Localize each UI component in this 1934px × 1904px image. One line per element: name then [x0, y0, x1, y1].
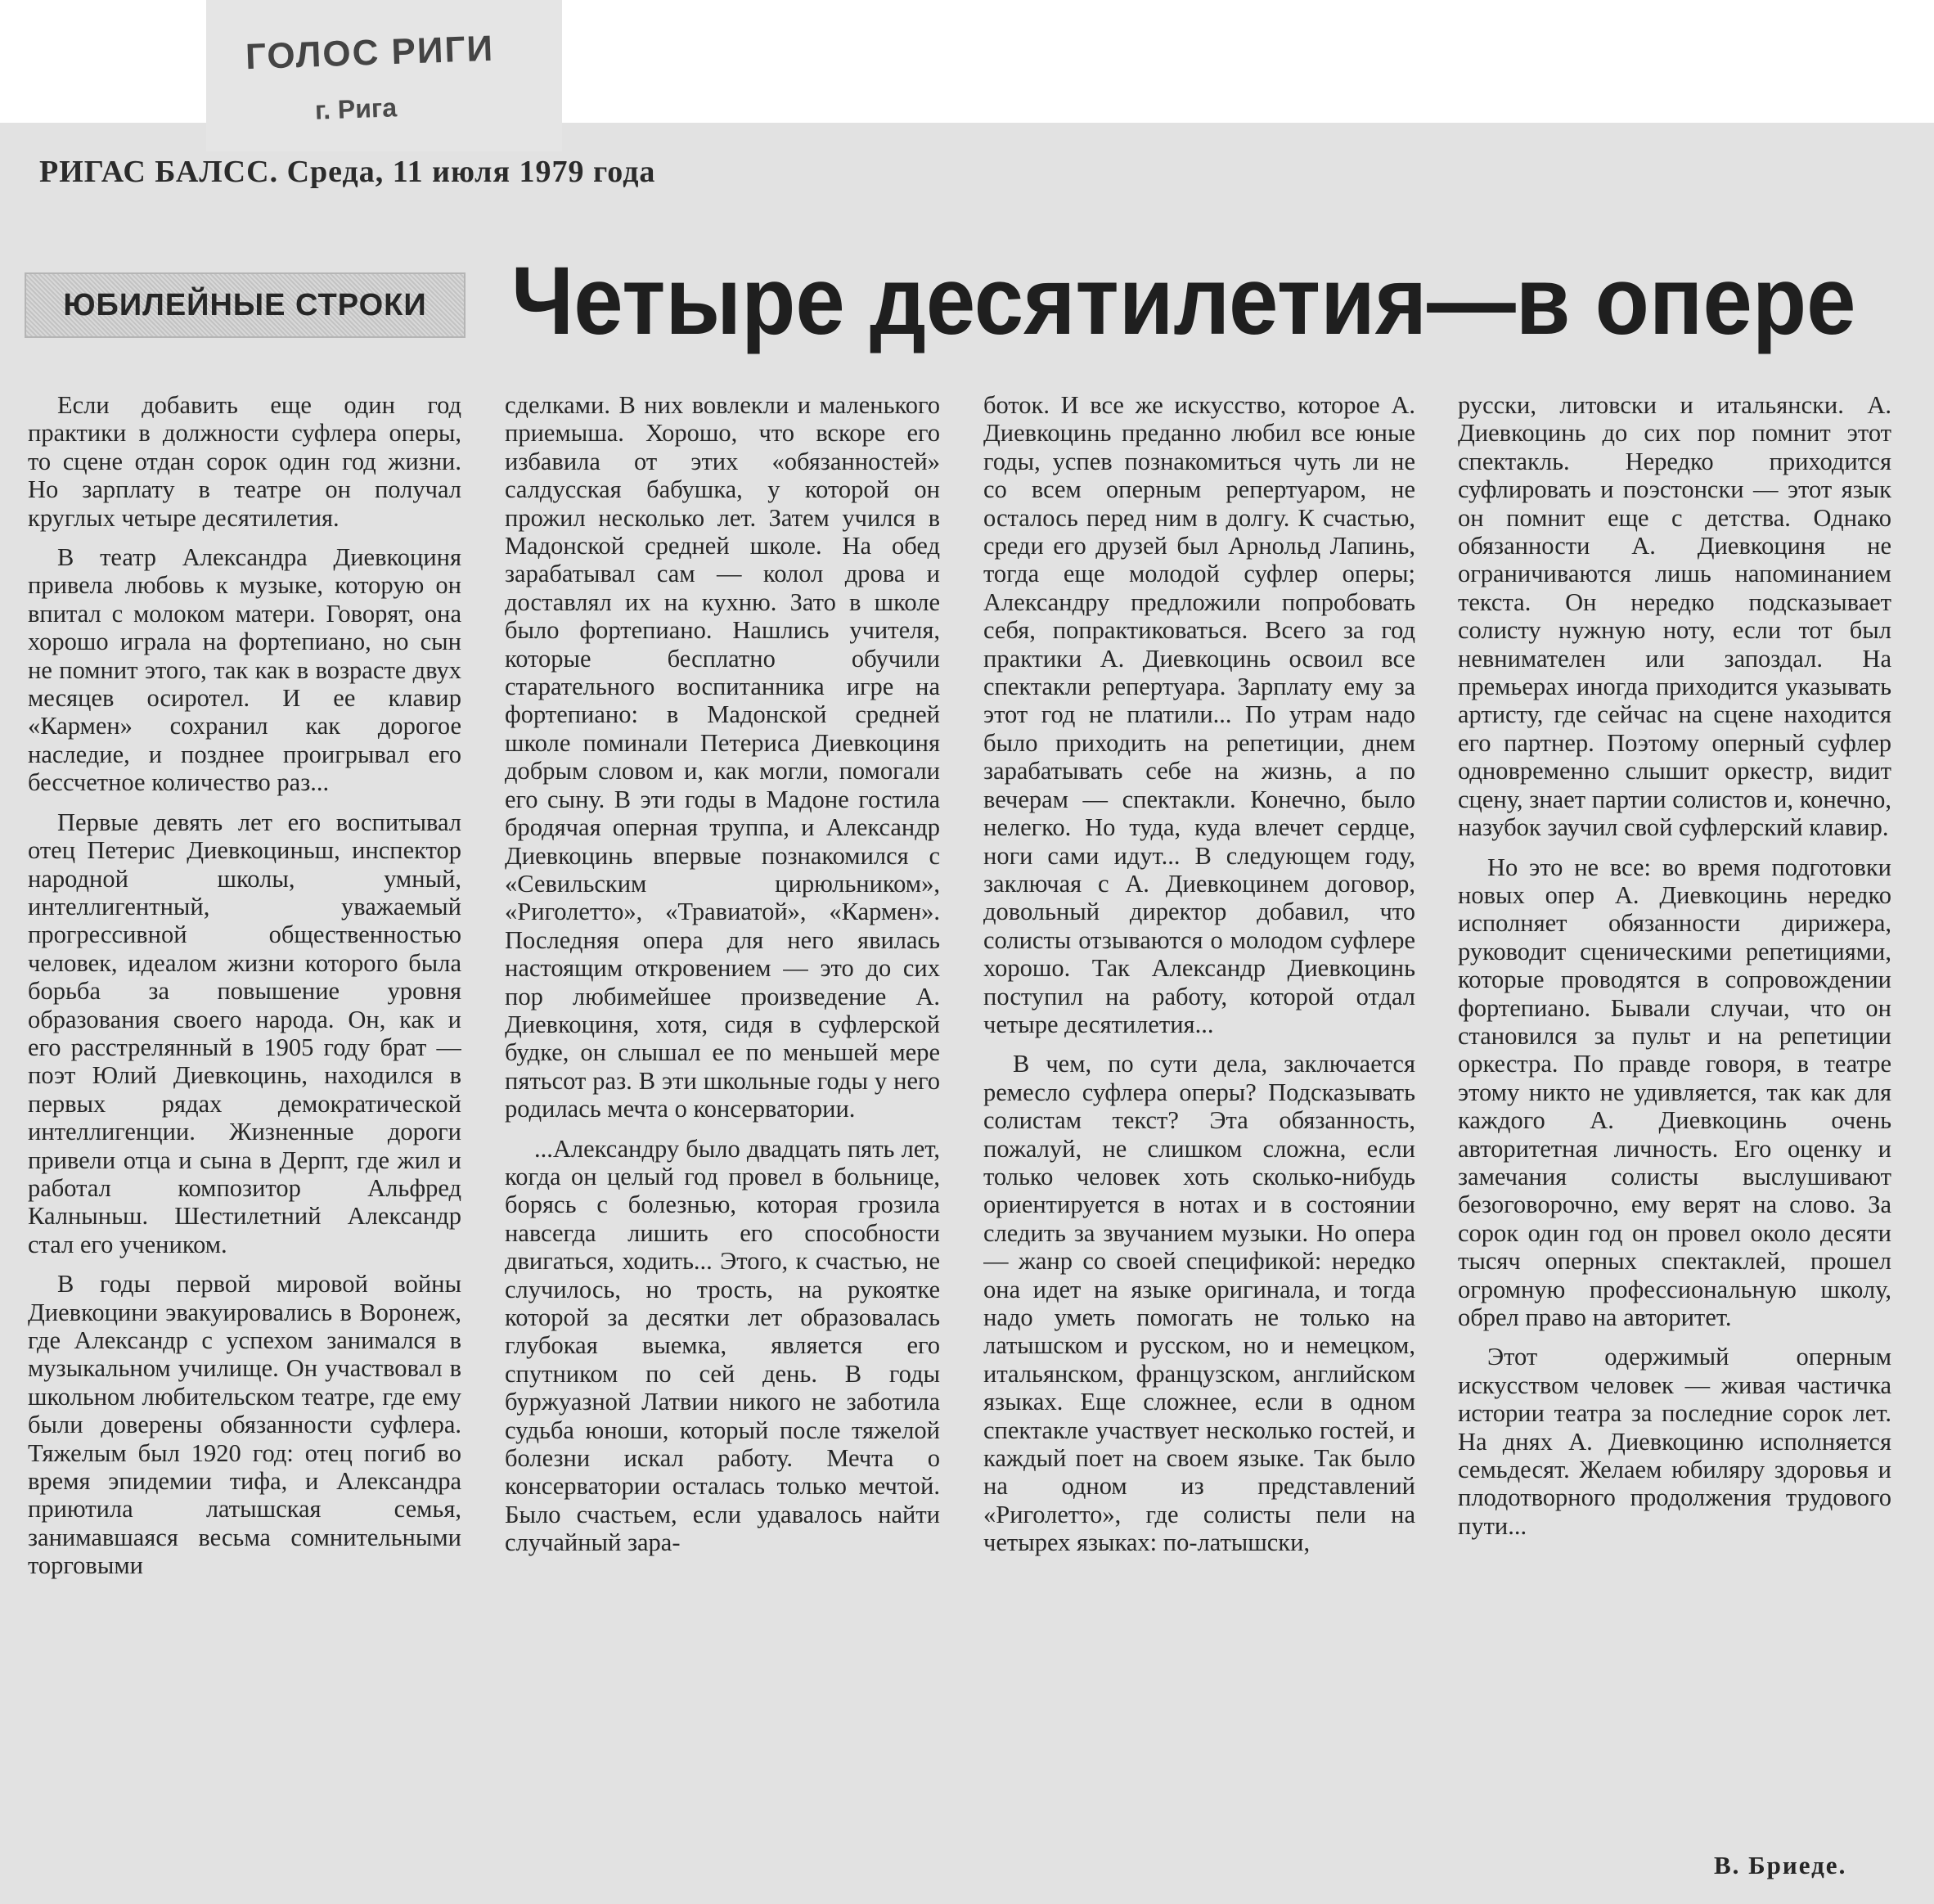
dateline: РИГАС БАЛСС. Среда, 11 июля 1979 года — [39, 155, 656, 189]
headline: Четыре десятилетия—в опере — [511, 247, 1856, 355]
paragraph: сделками. В них вовлекли и маленького приемыша. Хорошо, что вскоре его избавила от этих «обязанностей» салдусская бабушка, у которой он прожил несколько лет. Затем учился в Мадонской средней школе. На обед зарабатывал сам — колол дрова и доставлял их на кухню. Зато в школе было фортепиано. Нашлись учителя, которые бесплатно обучили старательного воспитанника игре на фортепиано: в Мадонской средней школе поминали Петериса Диевкоциня добрым словом и, как могли, помогали его сыну. В эти годы в Мадоне гостила бродячая оперная труппа, и Александр Диевкоцинь впервые познакомился с «Севильским цирюльником», «Риголетто», «Травиатой», «Кармен». Последняя опера для него явилась настоящим откровением — это до сих пор любимейшее произведение А. Диевкоциня, хотя, сидя в суфлерской будке, он слышал ее по меньшей мере пятьсот раз. В эти школьные годы у него родилась мечта о консерватории. — [505, 391, 940, 1123]
rubric-box — [25, 272, 466, 338]
article-column-3 — [983, 391, 1415, 1880]
paragraph: Первые девять лет его воспитывал отец Петерис Диевкоциньш, инспектор народной школы, умный, интеллигентный, уважаемый прогрессивной общественностью человек, идеалом жизни которого была борьба за повышение уровня образования своего народа. Он, как и его расстрелянный в 1905 году брат — поэт Юлий Диевкоцинь, находился в первых рядах демократической интеллигенции. Жизненные дороги привели отца и сына в Дерпт, где жил и работал композитор Альфред Калныньш. Шестилетний Александр стал его учеником. — [28, 808, 461, 1258]
paragraph: русски, литовски и итальянски. А. Диевкоцинь до сих пор помнит этот спектакль. Нередко приходится суфлировать и поэстонски — этот язык он помнит еще с детства. Однако обязанности А. Диевкоциня не ограничиваются лишь напоминанием текста. Он нередко подсказывает солисту нужную ноту, если тот был невнимателен или запоздал. На премьерах иногда приходится указывать артисту, где сейчас на сцене находится его партнер. Поэтому оперный суфлер одновременно слышит оркестр, видит сцену, знает партии солистов и, конечно, назубок заучил свой суфлерский клавир. — [1458, 391, 1891, 842]
paragraph: ...Александру было двадцать пять лет, когда он целый год провел в больнице, борясь с болезнью, которая грозила навсегда лишить его способности двигаться, ходить... Этого, к счастью, не случилось, но трость, на рукоятке которой за десятки лет образовалась глубокая выемка, является его спутником по сей день. В годы буржуазной Латвии никого не заботила судьба юноши, который после тяжелой болезни искал работу. Мечта о консерватории осталась только мечтой. Было счастьем, если удавалось найти случайный зара- — [505, 1134, 940, 1557]
article-column-1 — [28, 391, 461, 1880]
paragraph: В годы первой мировой войны Диевкоцини эвакуировались в Воронеж, где Александр с успехом занимался в музыкальном училище. Он участвовал в школьном любительском театре, где ему были доверены обязанности суфлера. Тяжелым был 1920 год: отец погиб во время эпидемии тифа, и Александра приютила латышская семья, занимавшаяся весьма сомнительными торговыми — [28, 1270, 461, 1580]
article-column-4 — [1458, 391, 1891, 1880]
paragraph: В чем, по сути дела, заключается ремесло суфлера оперы? Подсказывать солистам текст? Эта обязанность, пожалуй, не слишком сложна, если только человек хоть сколько-нибудь ориентируется в нотах и в состоянии следить за звучанием музыки. Но опера — жанр со своей спецификой: нередко она идет на языке оригинала, и тогда надо уметь помогать не только на латышском и русском, но и немецком, итальянском, французском, английском языках. Еще сложнее, если в одном спектакле участвует несколько гостей, и каждый поет на своем языке. Так было на одном из представлений «Риголетто», где солисты пели на четырех языках: по-латышски, — [983, 1050, 1415, 1557]
paragraph: Этот одержимый оперным искусством человек — живая частичка истории театра за последние сорок лет. На днях А. Диевкоциню исполняется семьдесят. Желаем юбиляру здоровья и плодотворного продолжения трудового пути... — [1458, 1343, 1891, 1540]
paragraph: Но это не все: во время подготовки новых опер А. Диевкоцинь нередко исполняет обязанности дирижера, руководит сценическими репетициями, которые проводятся в сопровождении фортепиано. Бывали случаи, что он становился за пульт и на репетиции оркестра. По правде говоря, в театре этому никто не удивляется, так как для каждого А. Диевкоцинь очень авторитетная личность. Его оценку и замечания солисты выслушивают безоговорочно, ему верят на слово. За сорок один год он провел около десяти тысяч оперных спектаклей, прошел огромную профессиональную школу, обрел право на авторитет. — [1458, 853, 1891, 1331]
rubric-label: ЮБИЛЕЙНЫЕ СТРОКИ — [63, 288, 427, 322]
paragraph: В театр Александра Диевкоциня привела любовь к музыке, которую он впитал с молоком матери. Говорят, она хорошо играла на фортепиано, но сын не помнит этого, так как в возрасте двух месяцев осиротел. И ее клавир «Кармен» сохранил как дорогое наследие, и позднее проигрывал его бессчетное количество раз... — [28, 543, 461, 797]
paragraph: Если добавить еще один год практики в должности суфлера оперы, то сцене отдан сорок один год жизни. Но зарплату в театре он получал круглых четыре десятилетия. — [28, 391, 461, 532]
stamp-paper-name: ГОЛОС РИГИ — [245, 28, 495, 78]
stamp-city: г. Рига — [314, 92, 398, 125]
paragraph: боток. И все же искусство, которое А. Диевкоцинь преданно любил все юные годы, успев познакомиться чуть ли не со всем оперным репертуаром, не осталось перед ним в долгу. К счастью, среди его друзей был Арнольд Лапинь, тогда еще молодой суфлер оперы; Александру предложили попробовать себя, попрактиковаться. Всего за год практики А. Диевкоцинь освоил все спектакли репертуара. Зарплату ему за этот год не платили... По утрам надо было приходить на репетиции, днем зарабатывать себе на жизнь, а по вечерам — спектакли. Конечно, было нелегко. Но туда, куда влечет сердце, ноги сами идут... В следующем году, заключая с А. Диевкоцинем договор, довольный директор добавил, что солисты отзываются о молодом суфлере хорошо. Так Александр Диевкоцинь поступил на работу, которой отдал четыре десятилетия... — [983, 391, 1415, 1038]
article-column-2 — [505, 391, 940, 1880]
author-signature: В. Бриеде. — [1714, 1851, 1847, 1879]
